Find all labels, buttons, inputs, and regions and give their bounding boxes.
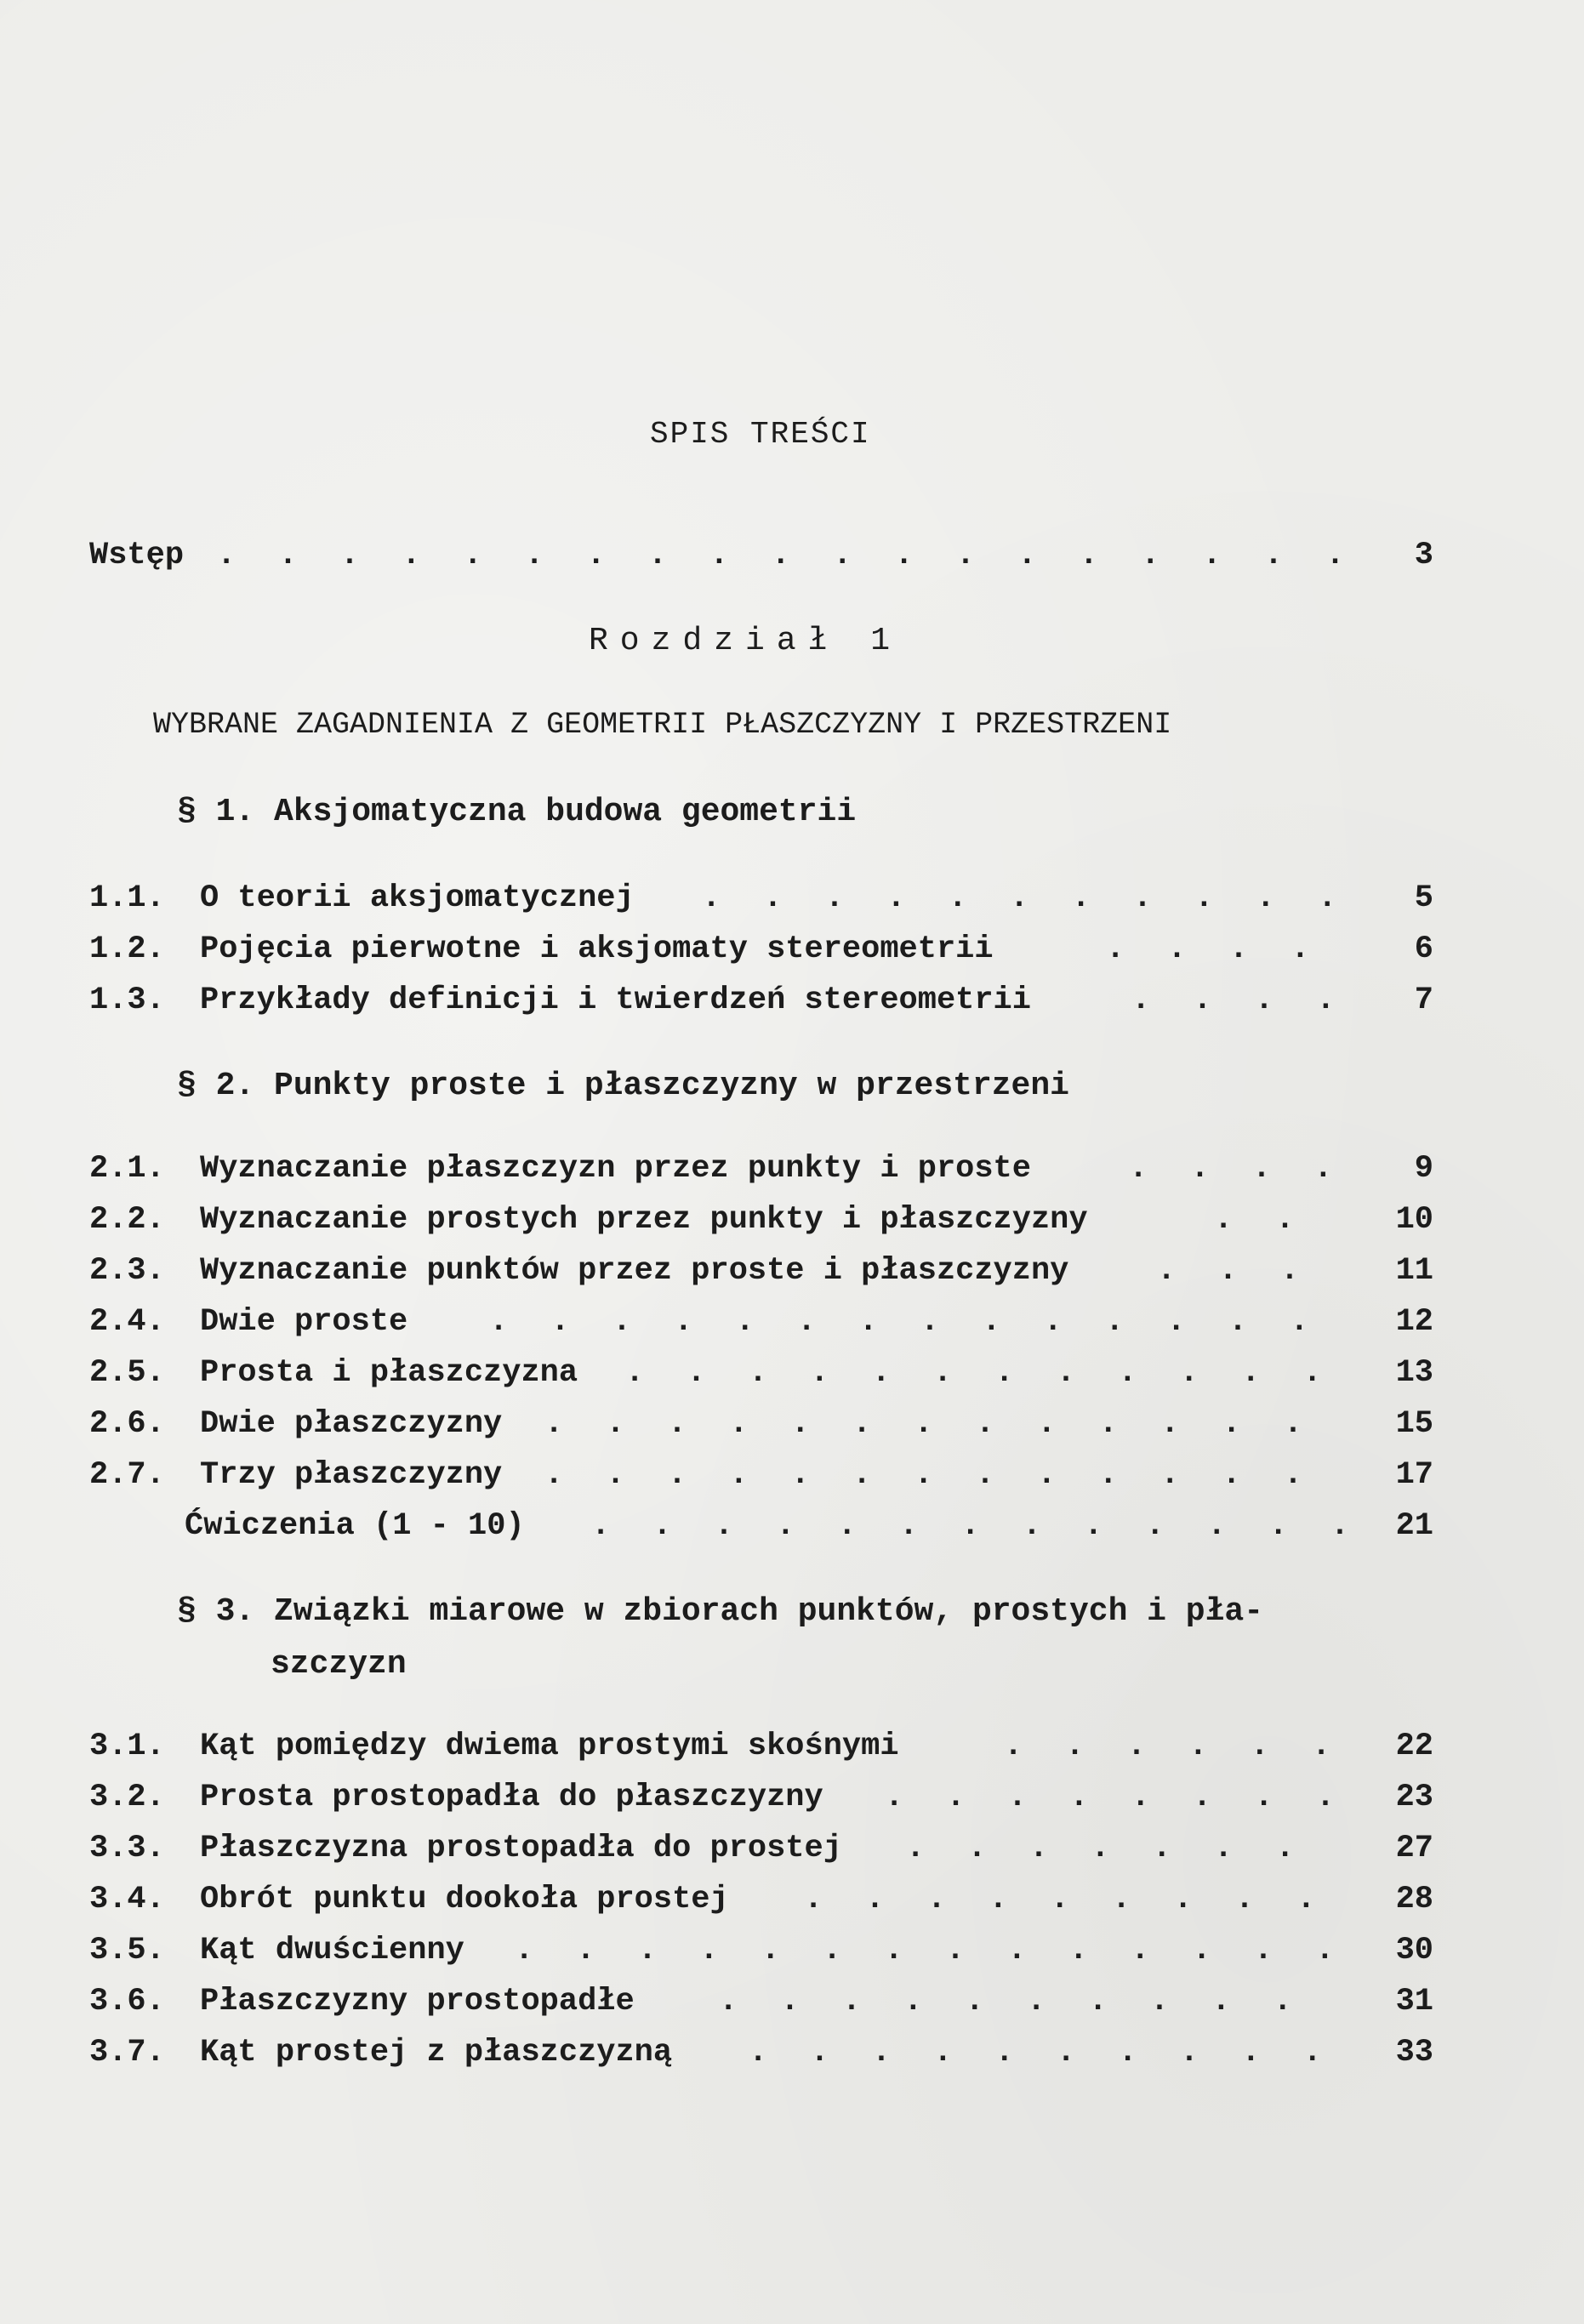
toc-entry[interactable] [89, 931, 1433, 974]
leader-dots: . . . . . . . . [885, 1780, 1348, 1815]
entry-page-number: 3 [1414, 538, 1433, 573]
entry-number: 2.6. [89, 1406, 165, 1442]
entry-number: 2.5. [89, 1355, 165, 1391]
entry-label: Kąt pomiędzy dwiema prostymi skośnymi [200, 1729, 899, 1764]
leader-dots: . . . . . . [1004, 1729, 1343, 1764]
leader-dots: . . . . . . . . . . . . . . . . . . . [217, 538, 1357, 573]
entry-label: Dwie proste [200, 1304, 408, 1340]
entry-number: 3.4. [89, 1882, 165, 1917]
leader-dots: . . . . [1106, 931, 1322, 967]
entry-page-number: 6 [1414, 931, 1433, 967]
entry-page-number: 23 [1395, 1780, 1433, 1815]
section-heading-3-continuation: szczyzn [271, 1646, 407, 1683]
section-heading-1: § 1. Aksjomatyczna budowa geometrii [177, 794, 857, 830]
entry-page-number: 7 [1414, 983, 1433, 1018]
entry-page-number: 17 [1395, 1457, 1433, 1493]
toc-entry[interactable] [89, 1406, 1433, 1449]
leader-dots: . . . . . . . . . . . . . [591, 1508, 1362, 1544]
entry-label: Trzy płaszczyzny [200, 1457, 503, 1493]
entry-label: Obrót punktu dookoła prostej [200, 1882, 729, 1917]
entry-label: Wstęp [89, 538, 185, 573]
entry-page-number: 27 [1395, 1831, 1433, 1866]
entry-number: 2.2. [89, 1202, 165, 1238]
entry-page-number: 30 [1395, 1933, 1433, 1968]
leader-dots: . . . . . . . . . . . . . [544, 1406, 1315, 1442]
entry-number: 3.5. [89, 1933, 165, 1968]
toc-entry[interactable] [89, 1457, 1433, 1500]
leader-dots: . . . . . . . . . . [749, 2035, 1334, 2071]
toc-entry-intro[interactable] [89, 538, 1433, 580]
toc-entry[interactable] [89, 2035, 1433, 2077]
entry-page-number: 28 [1395, 1882, 1433, 1917]
leader-dots: . . . . . . . [906, 1831, 1307, 1866]
entry-number: 3.3. [89, 1831, 165, 1866]
entry-label: Kąt dwuścienny [200, 1933, 464, 1968]
chapter-heading: Rozdział 1 [589, 623, 903, 659]
entry-label: Prosta prostopadła do płaszczyzny [200, 1780, 823, 1815]
entry-number: 2.3. [89, 1253, 165, 1289]
entry-page-number: 21 [1395, 1508, 1433, 1544]
entry-page-number: 33 [1395, 2035, 1433, 2071]
entry-number: 2.4. [89, 1304, 165, 1340]
leader-dots: . . . . . . . . . . . . . . [489, 1304, 1321, 1340]
entry-label: Wyznaczanie punktów przez proste i płaszczyzny [200, 1253, 1069, 1289]
toc-entry[interactable] [89, 880, 1433, 923]
toc-entry[interactable] [89, 1882, 1433, 1924]
entry-label: Wyznaczanie prostych przez punkty i płaszczyzny [200, 1202, 1088, 1238]
entry-number: 1.1. [89, 880, 165, 916]
entry-page-number: 10 [1395, 1202, 1433, 1238]
entry-number: 2.7. [89, 1457, 165, 1493]
toc-entry[interactable] [89, 1780, 1433, 1822]
entry-page-number: 12 [1395, 1304, 1433, 1340]
entry-label: Pojęcia pierwotne i aksjomaty stereometrii [200, 931, 994, 967]
entry-label: Płaszczyzna prostopadła do prostej [200, 1831, 842, 1866]
toc-entry[interactable] [89, 1253, 1433, 1296]
toc-title: SPIS TREŚCI [650, 417, 871, 452]
leader-dots: . . . . . . . . . . . . . . [515, 1933, 1347, 1968]
toc-entry[interactable] [89, 1202, 1433, 1245]
entry-label: Prosta i płaszczyzna [200, 1355, 578, 1391]
section-heading-3: § 3. Związki miarowe w zbiorach punktów, prostych i pła- [177, 1593, 1264, 1630]
entry-number: 3.7. [89, 2035, 165, 2071]
toc-entry[interactable] [89, 1151, 1433, 1193]
leader-dots: . . . . . . . . . . . [702, 880, 1349, 916]
entry-label: Przykłady definicji i twierdzeń stereometrii [200, 983, 1031, 1018]
entry-label: Wyznaczanie płaszczyzn przez punkty i proste [200, 1151, 1031, 1187]
entry-page-number: 22 [1395, 1729, 1433, 1764]
entry-number: 3.1. [89, 1729, 165, 1764]
entry-number: 3.6. [89, 1984, 165, 2019]
entry-number: 1.3. [89, 983, 165, 1018]
toc-entry[interactable] [89, 1304, 1433, 1347]
entry-page-number: 9 [1414, 1151, 1433, 1187]
entry-number: 2.1. [89, 1151, 165, 1187]
toc-entry[interactable] [89, 1984, 1433, 2026]
leader-dots: . . [1214, 1202, 1307, 1238]
toc-entry[interactable] [89, 1508, 1433, 1551]
entry-number: 3.2. [89, 1780, 165, 1815]
entry-page-number: 31 [1395, 1984, 1433, 2019]
entry-page-number: 13 [1395, 1355, 1433, 1391]
leader-dots: . . . . [1131, 983, 1348, 1018]
entry-page-number: 5 [1414, 880, 1433, 916]
entry-label: Ćwiczenia (1 - 10) [185, 1508, 525, 1544]
section-heading-2: § 2. Punkty proste i płaszczyzny w przestrzeni [177, 1068, 1069, 1104]
leader-dots: . . . . [1129, 1151, 1345, 1187]
chapter-subtitle: WYBRANE ZAGADNIENIA Z GEOMETRII PŁASZCZYZNY I PRZESTRZENI [153, 708, 1172, 742]
toc-entry[interactable] [89, 1933, 1433, 1975]
leader-dots: . . . . . . . . . [804, 1882, 1328, 1917]
toc-entry[interactable] [89, 1831, 1433, 1873]
leader-dots: . . . [1157, 1253, 1312, 1289]
entry-label: Kąt prostej z płaszczyzną [200, 2035, 673, 2071]
entry-page-number: 15 [1395, 1406, 1433, 1442]
entry-label: Płaszczyzny prostopadłe [200, 1984, 635, 2019]
entry-label: O teorii aksjomatycznej [200, 880, 635, 916]
toc-entry[interactable] [89, 1729, 1433, 1771]
toc-entry[interactable] [89, 1355, 1433, 1398]
entry-label: Dwie płaszczyzny [200, 1406, 503, 1442]
toc-entry[interactable] [89, 983, 1433, 1025]
entry-number: 1.2. [89, 931, 165, 967]
leader-dots: . . . . . . . . . . [719, 1984, 1304, 2019]
leader-dots: . . . . . . . . . . . . [625, 1355, 1334, 1391]
leader-dots: . . . . . . . . . . . . . [544, 1457, 1315, 1493]
entry-page-number: 11 [1395, 1253, 1433, 1289]
